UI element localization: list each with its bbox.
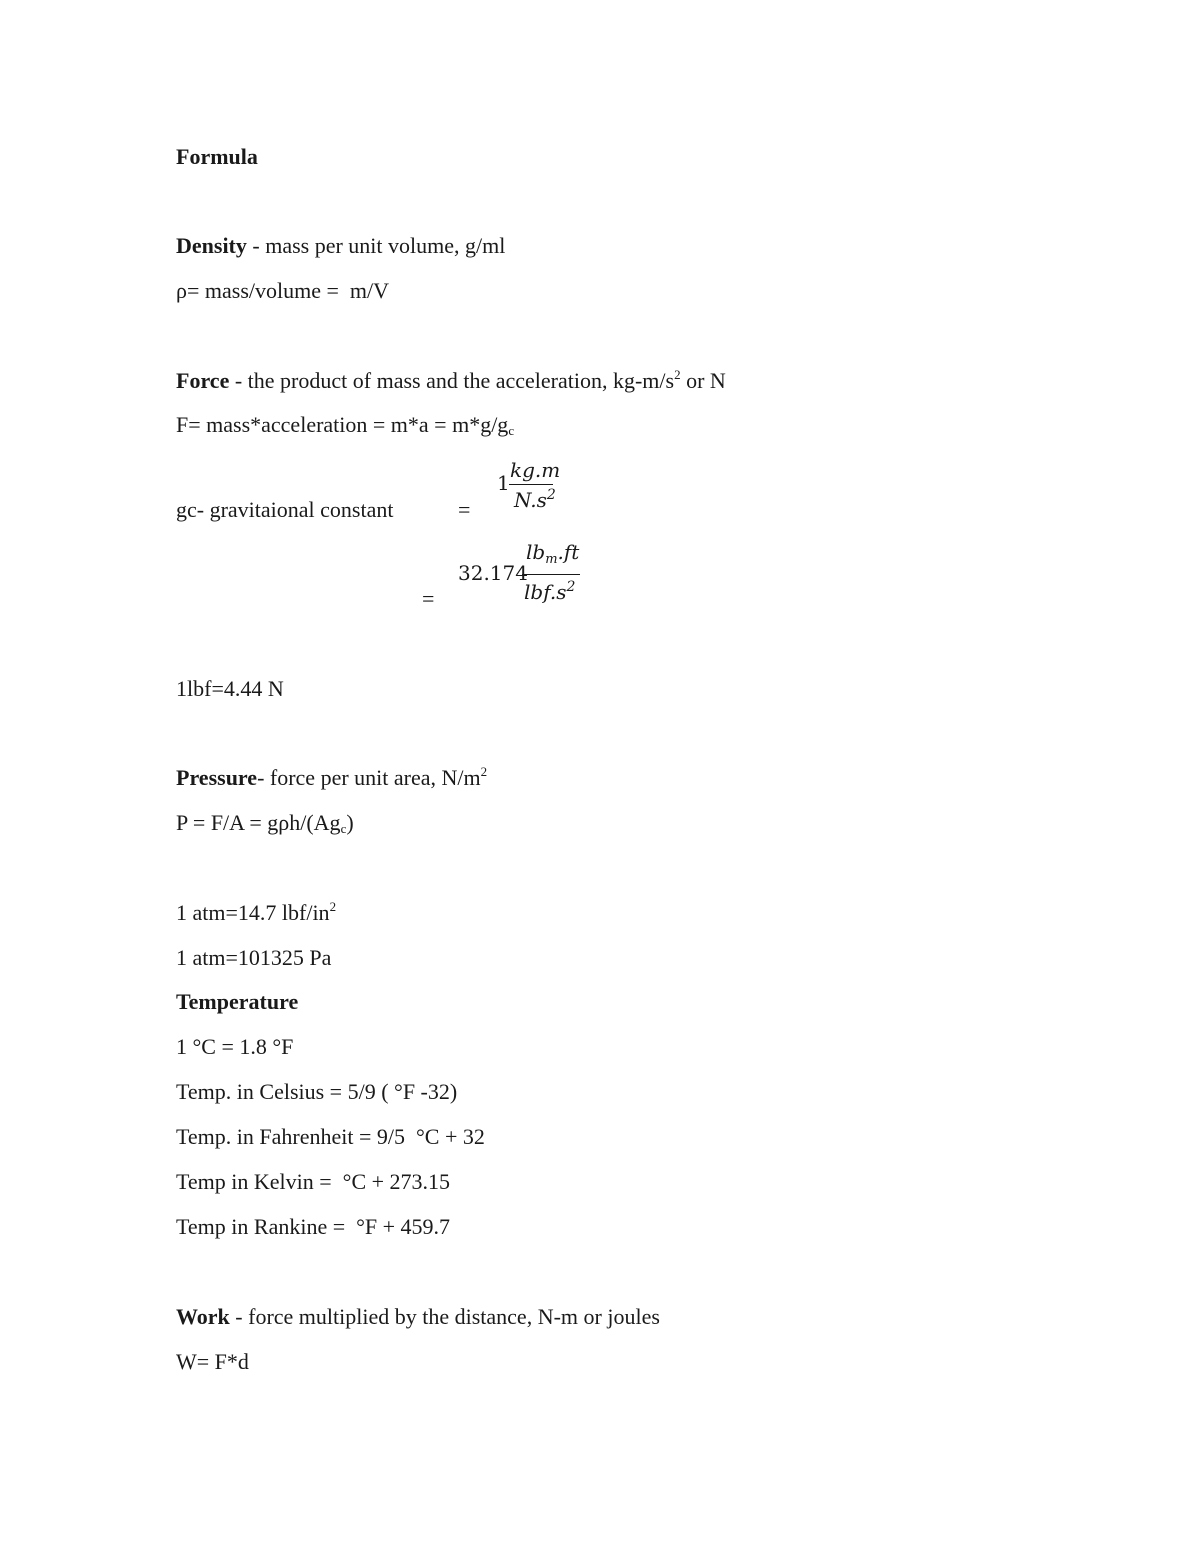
gc-english-fraction-bar — [522, 574, 580, 575]
pressure-formula — [176, 810, 354, 836]
page-title: Formula — [176, 144, 258, 169]
gc-label: gc- gravitaional constant — [176, 497, 394, 522]
temperature-line: Temp. in Fahrenheit = 9/5 °C + 32 — [176, 1124, 485, 1149]
temperature-line: Temp. in Celsius = 5/9 ( °F -32) — [176, 1079, 458, 1104]
gc-english-numerator-b: .ft — [557, 540, 580, 564]
atm-lbf-text: 1 atm=14.7 lbf/in — [176, 900, 330, 925]
gc-english-numerator-a: lb — [526, 540, 546, 564]
gc-english-numerator — [526, 540, 580, 567]
density-formula: ρ= mass/volume = m/V — [176, 278, 390, 303]
gc-equals-1: = — [458, 497, 471, 522]
work-formula: W= F*d — [176, 1349, 249, 1374]
atm-pa-conversion: 1 atm=101325 Pa — [176, 945, 332, 970]
gc-si-numerator: kg.m — [510, 458, 561, 482]
atm-lbf-exponent: 2 — [329, 899, 337, 914]
density-definition — [176, 233, 505, 259]
force-formula — [176, 412, 514, 438]
pressure-heading: Pressure — [176, 765, 258, 790]
gc-english-denominator-text: lbf.s — [524, 580, 567, 604]
temperature-line: Temp in Kelvin = °C + 273.15 — [176, 1169, 451, 1194]
pressure-formula-text: P = F/A = gρh/(Ag — [176, 810, 341, 835]
temperature-line: 1 °C = 1.8 °F — [176, 1034, 294, 1059]
force-description-tail: or N — [680, 368, 726, 393]
pressure-definition — [176, 765, 487, 791]
gc-english-denominator-exponent: 2 — [566, 579, 576, 595]
work-definition — [176, 1304, 660, 1330]
gc-equals-2: = — [422, 586, 435, 611]
lbf-conversion: 1lbf=4.44 N — [176, 676, 284, 701]
gc-si-denominator — [514, 488, 556, 512]
pressure-description: - force per unit area, N/m — [257, 765, 481, 790]
force-formula-text: F= mass*acceleration = m*a = m*g/g — [176, 412, 509, 437]
temperature-line: Temp in Rankine = °F + 459.7 — [176, 1214, 451, 1239]
gc-si-coefficient: 1 — [497, 471, 510, 495]
gc-english-coefficient: 32.174 — [458, 561, 528, 585]
force-description: - the product of mass and the acceleration, kg-m/s — [229, 368, 675, 393]
force-formula-subscript: c — [508, 423, 515, 438]
atm-lbf-conversion — [176, 900, 336, 926]
work-description: - force multiplied by the distance, N-m or joules — [229, 1304, 660, 1329]
pressure-formula-tail: ) — [346, 810, 354, 835]
gc-english-denominator — [524, 580, 575, 604]
gc-si-denominator-exponent: 2 — [546, 487, 556, 503]
gc-english-numerator-subscript: m — [545, 552, 558, 567]
gc-english-fraction — [458, 540, 588, 610]
density-description: - mass per unit volume, g/ml — [246, 233, 506, 258]
force-definition — [176, 368, 726, 394]
pressure-unit-exponent: 2 — [480, 764, 488, 779]
force-unit-exponent: 2 — [674, 367, 681, 382]
gc-si-fraction — [497, 458, 567, 518]
pressure-formula-subscript: c — [340, 821, 347, 836]
force-heading: Force — [176, 368, 230, 393]
gc-si-denominator-text: N.s — [514, 488, 547, 512]
density-heading: Density — [176, 233, 247, 258]
work-heading: Work — [176, 1304, 230, 1329]
temperature-heading: Temperature — [176, 989, 299, 1014]
gc-si-fraction-bar — [509, 484, 553, 485]
